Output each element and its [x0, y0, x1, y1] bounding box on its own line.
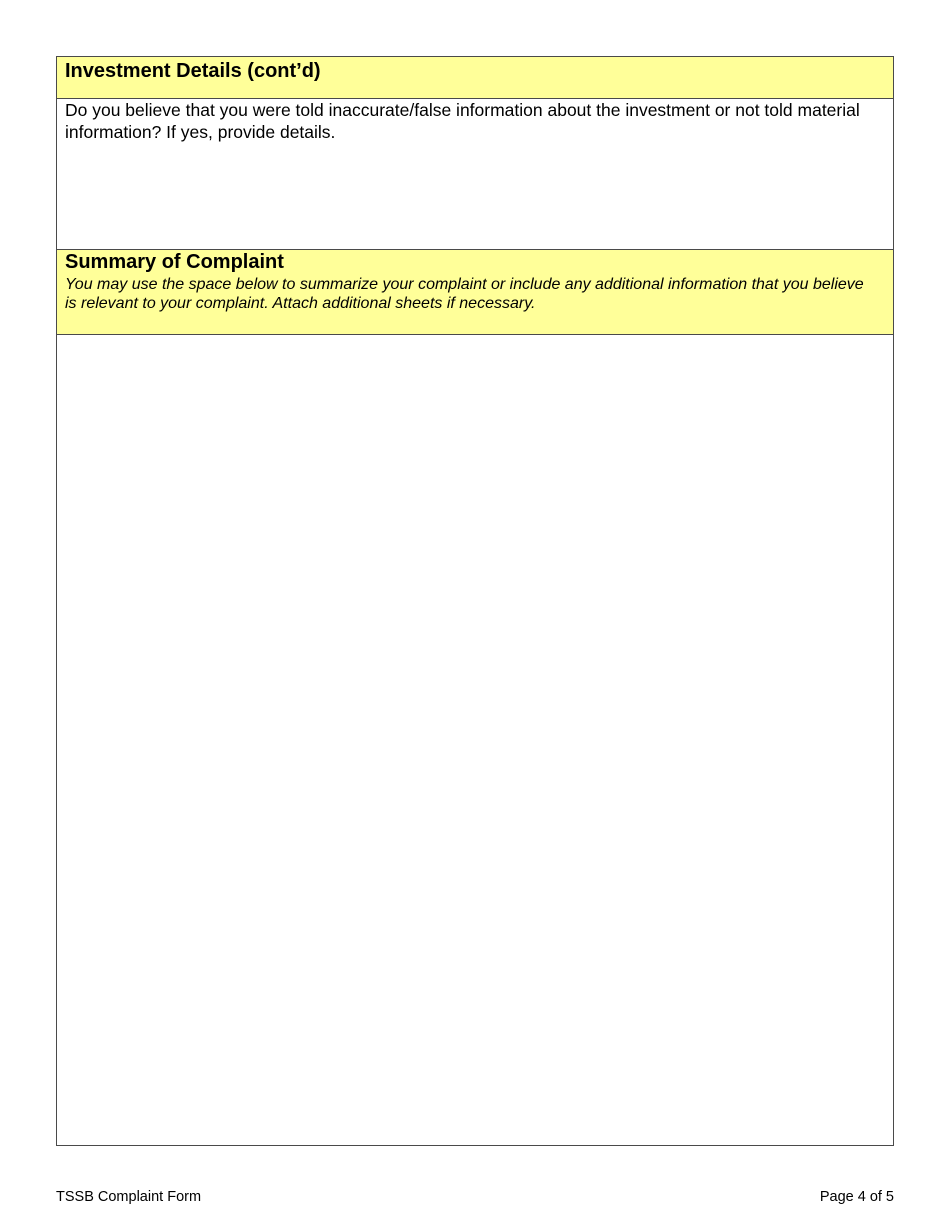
complaint-form-frame	[56, 56, 894, 1146]
summary-instructions: You may use the space below to summarize your complaint or include any additional information that you believe is relevant to your complaint. Attach additional sheets if necessary.	[65, 276, 864, 312]
investment-details-header	[57, 57, 893, 99]
footer-page-number: Page 4 of 5	[819, 1189, 894, 1205]
misinformation-answer-field[interactable]	[57, 147, 893, 247]
summary-of-complaint-title: Summary of Complaint	[65, 251, 284, 273]
investment-details-title: Investment Details (cont’d)	[65, 60, 321, 82]
summary-of-complaint-header	[57, 249, 893, 335]
misinformation-question: Do you believe that you were told inaccurate/false information about the investment or not told material information? If yes, provide details.	[65, 100, 860, 142]
summary-answer-field[interactable]	[57, 335, 893, 1145]
footer-form-name: TSSB Complaint Form	[56, 1189, 202, 1205]
